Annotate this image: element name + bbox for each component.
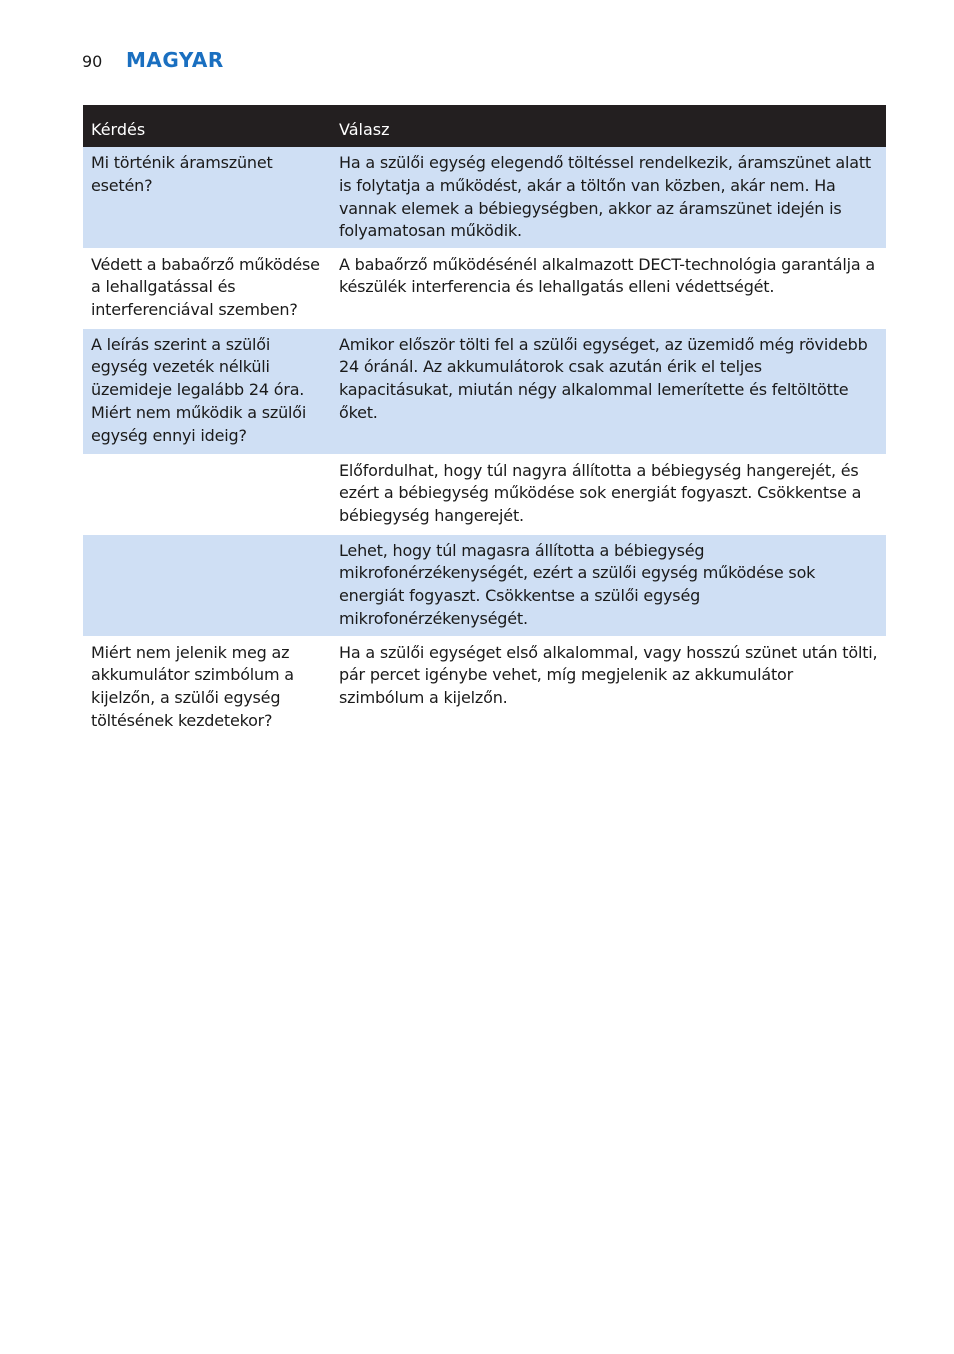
faq-table — [83, 105, 886, 737]
table-row — [83, 534, 886, 636]
answer-cell: Amikor először tölti fel a szülői egységet, az üzemidő még rövidebb 24 óránál. Az akkumulátorok csak azután érik el teljes kapacitásukat, miután négy alkalommal lemerítette és feltöltötte őket. — [331, 328, 886, 454]
table-row — [83, 147, 886, 248]
question-cell — [83, 454, 331, 534]
column-header-answer: Válasz — [331, 105, 886, 147]
table-row — [83, 636, 886, 737]
question-cell: Mi történik áramszünet esetén? — [83, 147, 331, 248]
answer-cell: Ha a szülői egységet első alkalommal, vagy hosszú szünet után tölti, pár percet igénybe vehet, míg megjelenik az akkumulátor szimbólum a kijelzőn. — [331, 636, 886, 737]
question-cell: A leírás szerint a szülői egység vezeték nélküli üzemideje legalább 24 óra. Miért nem működik a szülői egység ennyi ideig? — [83, 328, 331, 454]
question-cell: Miért nem jelenik meg az akkumulátor szimbólum a kijelzőn, a szülői egység töltésének kezdetekor? — [83, 636, 331, 737]
answer-cell: A babaőrző működésénél alkalmazott DECT-technológia garantálja a készülék interferencia és lehallgatás elleni védettségét. — [331, 248, 886, 328]
answer-cell: Ha a szülői egység elegendő töltéssel rendelkezik, áramszünet alatt is folytatja a működést, akár a töltőn van közben, akár nem. Ha vannak elemek a bébiegységben, akkor az áramszünet idején is folyamatosan működik. — [331, 147, 886, 248]
table-row — [83, 328, 886, 454]
table-row — [83, 454, 886, 534]
answer-cell: Lehet, hogy túl magasra állította a bébiegység mikrofonérzékenységét, ezért a szülői egység működése sok energiát fogyaszt. Csökkentse a szülői egység mikrofonérzékenységét. — [331, 534, 886, 636]
question-cell: Védett a babaőrző működése a lehallgatással és interferenciával szemben? — [83, 248, 331, 328]
table-row — [83, 248, 886, 328]
answer-cell: Előfordulhat, hogy túl nagyra állította a bébiegység hangerejét, és ezért a bébiegység működése sok energiát fogyaszt. Csökkentse a bébiegység hangerejét. — [331, 454, 886, 534]
page-header — [82, 48, 224, 74]
language-title: MAGYAR — [126, 48, 224, 72]
page-number: 90 — [82, 52, 103, 71]
question-cell — [83, 534, 331, 636]
table-header-row — [83, 105, 886, 147]
column-header-question: Kérdés — [83, 105, 331, 147]
